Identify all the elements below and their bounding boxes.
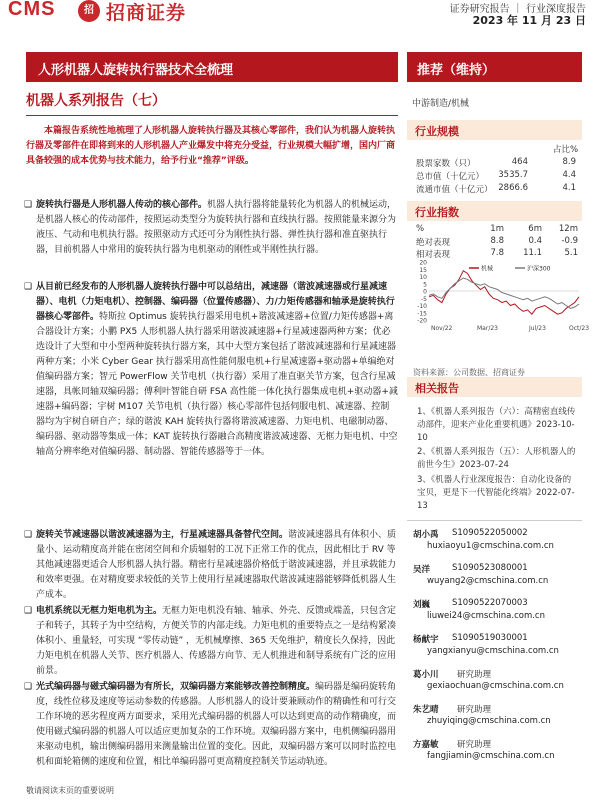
- paragraph-lead: 电机系统以无框力矩电机为主。: [36, 606, 163, 616]
- paragraph-motor: [26, 604, 398, 679]
- title-banner: [26, 52, 398, 82]
- logo-badge-icon: 招: [78, 0, 100, 22]
- scale-row-value: 2866.6: [498, 183, 528, 193]
- related-report-link[interactable]: 1、《机器人系列报告（六）：高精密直线传动部件，迎来产业化重要机遇》2023-10-10: [417, 407, 576, 443]
- y-tick-label: 20: [419, 259, 427, 267]
- scale-unit: 占比%: [553, 145, 579, 155]
- paragraph-text: 特斯拉 Optimus 旋转执行器采用电机+谐波减速器+位置/力矩传感器+离合器设计方案；小鹏 PX5 人形机器人执行器采用谐波减速器+行星减速器两种方案；优必选设计了大型和中小型两种旋转执行器方案，其中大型方案包括了谐波减速器和行星减速器两种方案；小米 Cyber Gear 执行器采用高性能伺服电机+行星减速器+驱动器+单编绝对值编码器方案；智元 PowerFlow 关节电机（执行器）采用了准直驱关节方案，包含行星减速器，具帐同轴双编码器；傅利叶智能自研 FSA 高性能一体化执行器集成电机+驱动器+减速器+编码器；宇树 M107 关节电机（执行器）核心零部件包括伺服电机、减速器、控制器均为宇树自研自产；绿的谐波 KAH 旋转执行器将谐波减速器、力矩电机、电磁制动器、编码器、驱动器等集成一体；KAT 旋转执行器融合高精度谐波减速器、无框力矩电机、中空轴高分辨率绝对值编码器、制动器、智能传感器等于一体。: [36, 312, 398, 457]
- index-value: 7.8: [490, 248, 504, 258]
- paragraph-lead: 光式编码器与磁式编码器为有所长，双编码器方案能够改善控制精度。: [36, 682, 316, 692]
- scale-heading-text: 行业规模: [415, 125, 459, 138]
- index-row-label: 绝对表现: [416, 238, 451, 248]
- scale-row-value: 464: [511, 157, 528, 167]
- index-value: 8.8: [490, 236, 504, 246]
- x-tick-label: Nov/22: [431, 325, 453, 332]
- analyst-cert-id: S1090519030001: [452, 633, 528, 643]
- analyst-name: 吴洋: [413, 565, 431, 575]
- paragraph-text: 机器人执行器将能量转化为机器人的机械运动，是机器人核心的传动部件，按照运动类型分为旋转执行器和直线执行器。按照能量来源分为液压、气动和电机执行器。按照驱动方式还可分为刚性执行器、弹性执行器和准直驱执行器，目前机器人中常用的旋转执行器为电机驱动的刚性或半刚性执行器。: [36, 200, 397, 255]
- analyst-name: 刘巍: [413, 600, 431, 610]
- index-col-1m: 1m: [490, 224, 504, 234]
- bullet-icon: ❑: [24, 200, 33, 210]
- y-tick-label: -5: [421, 295, 427, 303]
- index-row-label: 相对表现: [416, 250, 451, 260]
- index-heading-text: 行业指数: [415, 206, 459, 219]
- paragraph-actuator-core: [26, 198, 398, 258]
- index-col-unit: %: [416, 224, 425, 234]
- x-tick-label: Mar/23: [477, 325, 498, 332]
- scale-row-pct: 4.4: [562, 170, 576, 180]
- scale-row-label: 股票家数（只）: [416, 159, 476, 169]
- abstract: 本篇报告系统性地梳理了人形机器人旋转执行器及其核心零部件，我们认为机器人旋转执行器及零部件在即将到来的人形机器人产业爆发中将充分受益，行业规模大幅扩增，国内厂商具备较强的成本优势与技术能力，给予行业“推荐”评级。: [26, 126, 396, 166]
- y-tick-label: 5: [423, 281, 427, 289]
- y-tick-label: 15: [419, 266, 427, 274]
- scale-row-pct: 8.9: [562, 157, 576, 167]
- index-value: 0.4: [528, 236, 542, 246]
- analyst-name: 葛小川: [413, 670, 439, 680]
- related-report-link[interactable]: 3、《机器人行业深度报告：自动化设备的宝贝，更是下一代智能化终端》2022-07-13: [417, 475, 575, 511]
- index-value: -0.9: [561, 236, 578, 246]
- analyst-divider: [407, 520, 582, 521]
- paragraph-lead: 从目前已经发布的人形机器人旋转执行器中可以总结出，减速器（谐波减速器或行星减速器）、电机（力矩电机）、控制器、编码器（位置传感器）、力/力矩传感器和轴承是旋转执行器核心零部件。: [36, 282, 395, 322]
- analyst-email[interactable]: wuyang2@cmschina.com.cn: [427, 576, 549, 586]
- scale-row-label: 流通市值（十亿元）: [416, 185, 493, 195]
- index-heading: [407, 201, 582, 221]
- y-tick-label: -10: [417, 303, 427, 310]
- y-tick-label: -15: [417, 310, 427, 318]
- index-value: 11.1: [523, 248, 542, 258]
- related-heading: [407, 377, 582, 397]
- paragraph-lead: 旋转关节减速器以谐波减速器为主，行星减速器具备替代空间。: [36, 530, 289, 540]
- analyst-email[interactable]: liuwei24@cmschina.com.cn: [427, 611, 545, 621]
- bullet-icon: ❑: [24, 606, 33, 616]
- index-value: 5.1: [564, 248, 578, 258]
- analyst-cert-id: S1090523080001: [452, 563, 528, 573]
- report-title: 人形机器人旋转执行器技术全梳理: [38, 63, 234, 78]
- chart-source: 资料来源：公司数据、招商证券: [413, 368, 525, 377]
- paragraph-text: 编码器是编码旋转角度，线性位移及速度等运动参数的传感器。人形机器人的设计要兼顾动作的精确性和可行交工作环境的恶劣程度两方面要求，采用光式编码器的机器人可以达到更高的动作精确度，而使用磁式编码器的机器人可以适应更加复杂的工作环境。双编码器方案中，电机侧编码器用来驱动电机，输出侧编码器用来测量输出位置的变化。因此，双编码器方案可以同时监控电机和面轮箱侧的速度和位置，相比单编码器可更高精度控制关节运动轨迹。: [36, 682, 397, 767]
- analyst-role: 研究助理: [457, 705, 492, 715]
- analyst-name: 杨献宇: [413, 635, 439, 645]
- scale-row-label: 总市值（十亿元）: [416, 172, 485, 182]
- legend-label: 机械: [481, 265, 494, 273]
- analyst-name: 方嘉敏: [413, 740, 439, 750]
- y-tick-label: -20: [417, 317, 427, 325]
- company-logo: [8, 0, 218, 28]
- paragraph-components: [26, 280, 398, 460]
- index-col-6m: 6m: [528, 224, 542, 234]
- subtitle-divider: [26, 115, 398, 116]
- related-report-link[interactable]: 2、《机器人系列报告（五）：人形机器人的前世今生》2023-07-24: [417, 447, 576, 470]
- analyst-cert-id: S1090522070003: [452, 598, 528, 608]
- paragraph-text: 无框力矩电机没有轴、轴承、外壳、反馈或端盖，只包含定子和转子，其转子为中空结构，方便关节的内部走线。力矩电机的重要特点之一是结构紧凑体积小、重量轻，可实现 “零传动链” ，无机械摩擦、365 天免维护，精度长久保持，因此力矩电机在机器人关节、医疗机器人、传感器方向节、无人机推进和制导系统有广泛的应用前景。: [36, 606, 397, 676]
- series-line: [429, 271, 579, 315]
- y-tick-label: 10: [419, 274, 427, 281]
- analyst-cert-id: S1090522050002: [452, 528, 528, 538]
- analyst-email[interactable]: yangxianyu@cmschina.com.cn: [427, 646, 559, 656]
- paragraph-lead: 旋转执行器是人形机器人传动的核心部件。: [36, 200, 208, 210]
- y-tick-label: 0: [423, 288, 427, 296]
- analyst-role: 研究助理: [457, 670, 492, 680]
- logo-text-en: CMS: [8, 0, 56, 20]
- logo-text-cn: 招商证券: [106, 2, 187, 24]
- scale-row-pct: 4.1: [562, 183, 576, 193]
- bullet-icon: ❑: [24, 682, 33, 692]
- report-type: 证券研究报告 ｜ 行业深度报告: [449, 4, 586, 15]
- legend-label: 沪深300: [527, 265, 551, 273]
- index-line-chart: [411, 258, 590, 368]
- analyst-email[interactable]: fangjiamin@cmschina.com.cn: [427, 751, 555, 761]
- rating-banner: [407, 52, 582, 82]
- analyst-email[interactable]: gexiaochuan@cmschina.com.cn: [427, 681, 564, 691]
- scale-heading: [407, 120, 582, 140]
- series-subtitle: 机器人系列报告（七）: [26, 93, 166, 109]
- bullet-icon: ❑: [24, 530, 33, 540]
- report-date: 2023 年 11 月 23 日: [472, 14, 586, 27]
- paragraph-encoder: [26, 680, 398, 770]
- paragraph-text: 谐波减速器具有体积小、质量小、运动精度高并能在密闭空间和介质辐射的工况下正常工作的优点，因此相比于 RV 等其他减速器更适合人形机器人执行器。精密行星减速器价格低于谐波减速器，并且承载能力和效率更强。在对精度要求较低的关节上使用行星减速器取代谐波减速器能够降低机器人生产成本。: [36, 530, 397, 600]
- rating-label: 推荐（维持）: [417, 63, 496, 78]
- analyst-email[interactable]: zhuyiqing@cmschina.com.cn: [427, 716, 551, 726]
- series-line: [429, 278, 579, 308]
- related-heading-text: 相关报告: [415, 382, 459, 395]
- paragraph-reducer: [26, 528, 398, 603]
- analyst-email[interactable]: huxiaoyu1@cmschina.com.cn: [427, 541, 554, 551]
- analyst-name: 胡小禹: [413, 530, 439, 540]
- scale-row-value: 3535.7: [498, 170, 528, 180]
- x-tick-label: Oct/23: [569, 325, 590, 332]
- index-col-12m: 12m: [558, 224, 578, 234]
- analyst-role: 研究助理: [457, 740, 492, 750]
- x-tick-label: Jul/23: [529, 325, 546, 332]
- analyst-name: 朱艺晴: [413, 705, 439, 715]
- industry-label: 中游制造/机械: [412, 99, 470, 109]
- footer-note: 敬请阅读末页的重要说明: [26, 786, 114, 795]
- bullet-icon: ❑: [24, 282, 33, 292]
